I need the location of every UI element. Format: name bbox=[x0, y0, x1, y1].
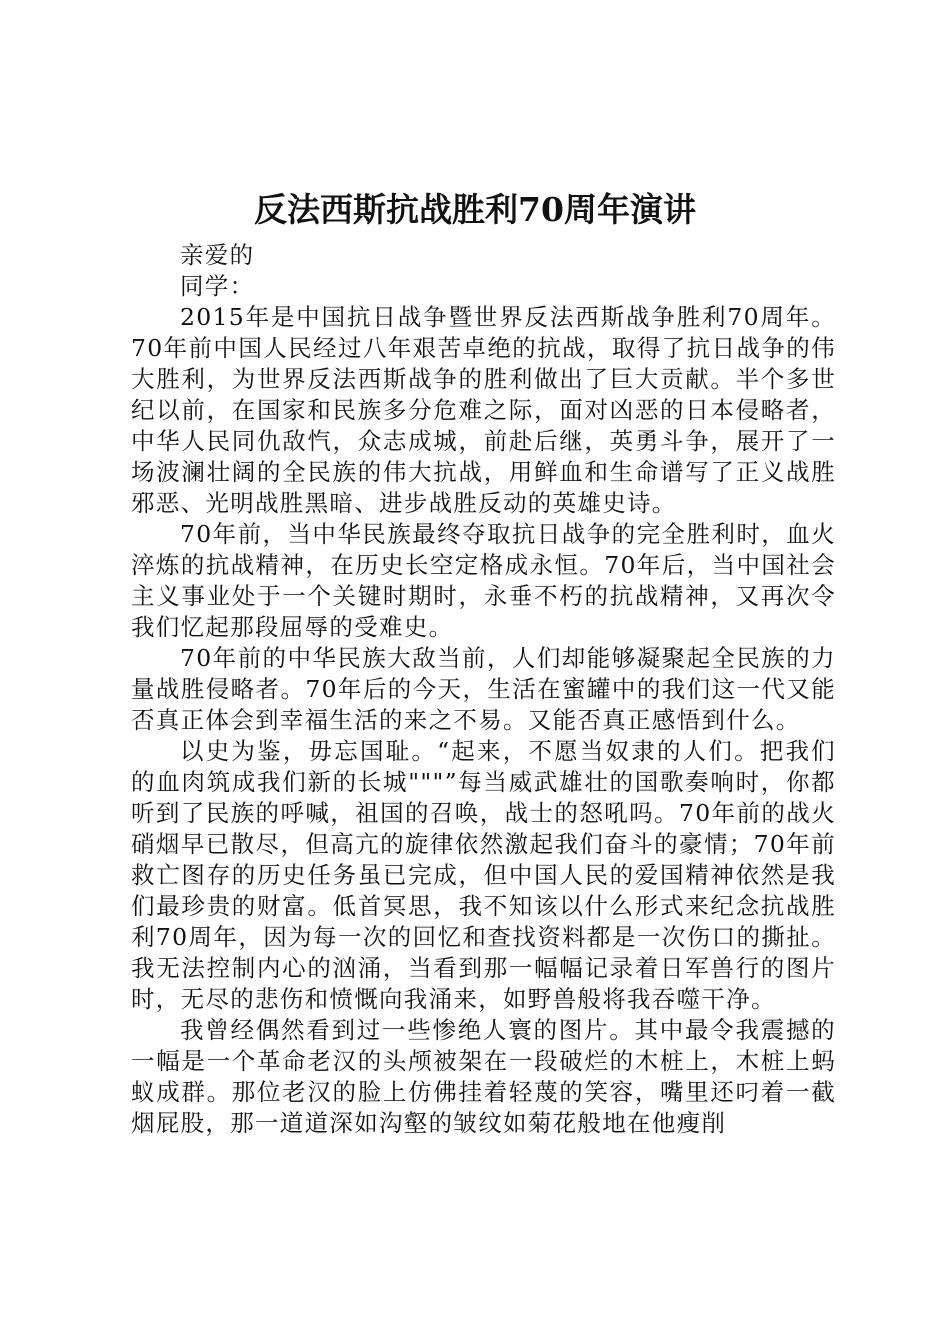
salutation-line-1: 亲爱的 bbox=[180, 241, 255, 269]
document-body bbox=[131, 240, 836, 1139]
paragraph-3: 70年前的中华民族大敌当前，人们却能够凝聚起全民族的力量战胜侵略者。70年后的今天，生活在蜜罐中的我们这一代又能否真正体会到幸福生活的来之不易。又能否真正感悟到什么。 bbox=[131, 644, 836, 734]
paragraph-2: 70年前，当中华民族最终夺取抗日战争的完全胜利时，血火淬炼的抗战精神，在历史长空定格成永恒。70年后，当中国社会主义事业处于一个关键时期时，永垂不朽的抗战精神，又再次令我们忆起那段屈辱的受难史。 bbox=[131, 520, 836, 641]
paragraph-5: 我曾经偶然看到过一些惨绝人寰的图片。其中最令我震撼的一幅是一个革命老汉的头颅被架在一段破烂的木桩上，木桩上蚂蚁成群。那位老汉的脸上仿佛挂着轻蔑的笑容，嘴里还叼着一截烟屁股，那一道道深如沟壑的皱纹如菊花般地在他瘦削 bbox=[131, 1016, 836, 1137]
salutation-line-2: 同学： bbox=[180, 272, 255, 300]
paragraph-1: 2015年是中国抗日战争暨世界反法西斯战争胜利70周年。70年前中国人民经过八年艰苦卓绝的抗战，取得了抗日战争的伟大胜利，为世界反法西斯战争的胜利做出了巨大贡献。半个多世纪以前，在国家和民族多分危难之际，面对凶恶的日本侵略者，中华人民同仇敌忾，众志成城，前赴后继，英勇斗争，展开了一场波澜壮阔的全民族的伟大抗战，用鲜血和生命谱写了正义战胜邪恶、光明战胜黑暗、进步战胜反动的英雄史诗。 bbox=[131, 303, 836, 517]
paragraph-4: 以史为鉴，毋忘国耻。“起来，不愿当奴隶的人们。把我们的血肉筑成我们新的长城"""”每当威武雄壮的国歌奏响时，你都听到了民族的呼喊，祖国的召唤，战士的怒吼吗。70年前的战火硝烟早已散尽，但高亢的旋律依然激起我们奋斗的豪情；70年前救亡图存的历史任务虽已完成，但中国人民的爱国精神依然是我们最珍贵的财富。低首冥思，我不知该以什么形式来纪念抗战胜利70周年，因为每一次的回忆和查找资料都是一次伤口的撕扯。我无法控制内心的汹涌，当看到那一幅幅记录着日军兽行的图片时，无尽的悲伤和愤慨向我涌来，如野兽般将我吞噬干净。 bbox=[131, 737, 836, 1013]
document-title: 反法西斯抗战胜利70周年演讲 bbox=[254, 190, 696, 229]
